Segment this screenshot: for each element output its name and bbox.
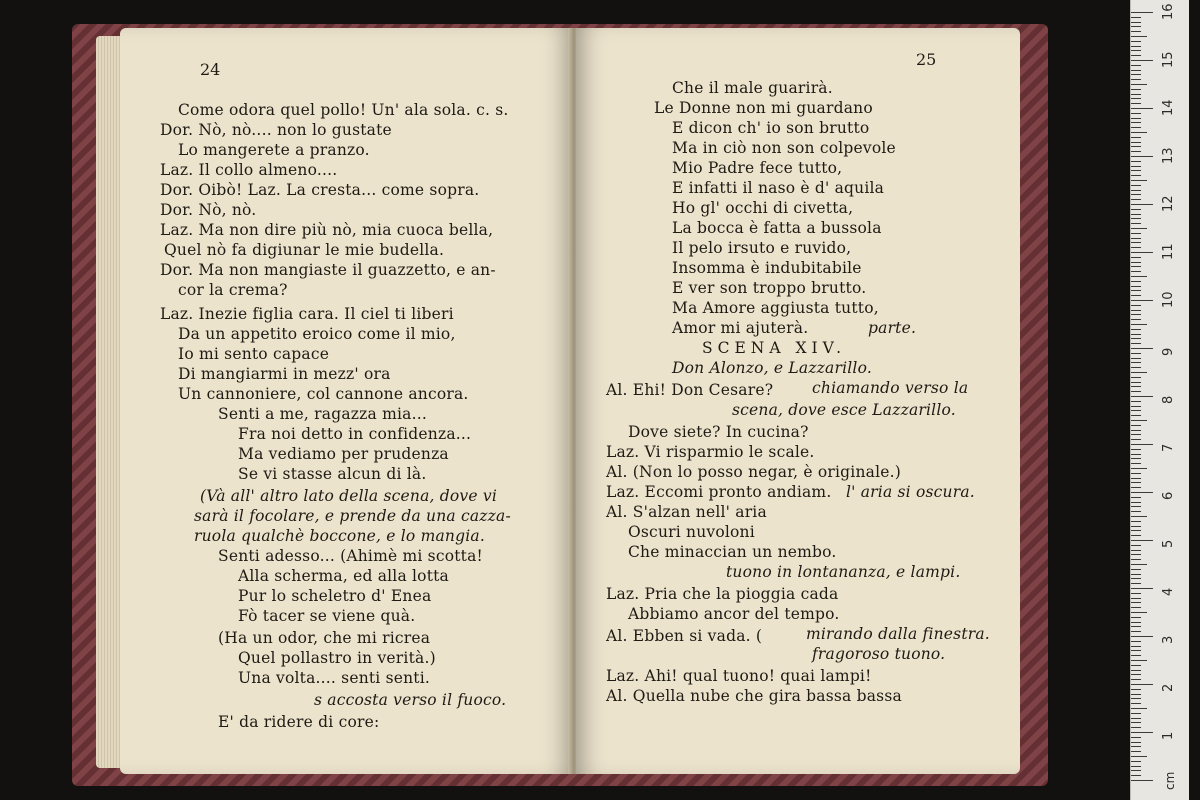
text-line: (Ha un odor, che mi ricrea: [218, 629, 431, 647]
ruler-tick: [1131, 641, 1141, 642]
ruler-tick: [1131, 391, 1141, 392]
text-line: Dor. Nò, nò.... non lo gustate: [160, 121, 392, 139]
ruler-tick: [1131, 415, 1141, 416]
ruler-number: 5: [1161, 539, 1176, 548]
ruler-number: 12: [1161, 195, 1176, 212]
text-line: Laz. Ma non dire più nò, mia cuoca bella,: [160, 221, 494, 239]
ruler-number: 9: [1161, 347, 1176, 356]
ruler-tick: [1131, 540, 1153, 541]
ruler-tick: [1131, 401, 1141, 402]
ruler-tick: [1131, 113, 1141, 114]
ruler-tick: [1131, 194, 1141, 195]
ruler-number: 7: [1161, 443, 1176, 452]
ruler-tick: [1131, 26, 1141, 27]
stage-direction-line: scena, dove esce Lazzarillo.: [732, 401, 956, 419]
ruler-tick: [1131, 598, 1141, 599]
text-line: Laz. Inezie figlia cara. Il ciel ti liberi: [160, 305, 454, 323]
text-line: E ver son troppo brutto.: [672, 279, 867, 297]
ruler-tick: [1131, 722, 1141, 723]
ruler-tick: [1131, 276, 1147, 277]
ruler-tick: [1131, 146, 1141, 147]
right-page: [576, 28, 1020, 774]
stage-direction-line: ruola qualchè boccone, e lo mangia.: [194, 527, 485, 545]
ruler-tick: [1131, 17, 1141, 18]
ruler-number: 11: [1161, 243, 1176, 260]
ruler-tick: [1131, 185, 1141, 186]
ruler-tick: [1131, 353, 1141, 354]
ruler-tick: [1131, 257, 1141, 258]
ruler-tick: [1131, 262, 1141, 263]
ruler-number: 1: [1161, 731, 1176, 740]
ruler-tick: [1131, 751, 1141, 752]
ruler-tick: [1131, 766, 1141, 767]
ruler-tick: [1131, 151, 1141, 152]
text-line: Laz. Vi risparmio le scale.: [606, 443, 815, 461]
ruler-tick: [1131, 358, 1141, 359]
ruler-number: 8: [1161, 395, 1176, 404]
ruler-tick: [1131, 290, 1141, 291]
ruler-tick: [1131, 708, 1147, 709]
text-line: Fò tacer se viene quà.: [238, 607, 416, 625]
ruler-tick: [1131, 482, 1141, 483]
text-line: Senti a me, ragazza mia...: [218, 405, 427, 423]
ruler-tick: [1131, 242, 1141, 243]
ruler-tick: [1131, 382, 1141, 383]
ruler-tick: [1131, 314, 1141, 315]
stage-direction-line: Don Alonzo, e Lazzarillo.: [672, 359, 872, 377]
ruler-tick: [1131, 502, 1141, 503]
ruler-tick: [1131, 463, 1141, 464]
ruler-tick: [1131, 545, 1141, 546]
ruler-tick: [1131, 170, 1141, 171]
stage-direction-line: l' aria si oscura.: [846, 483, 975, 501]
text-line: E' da ridere di core:: [218, 713, 380, 731]
ruler-tick: [1131, 588, 1153, 589]
ruler-tick: [1131, 55, 1141, 56]
ruler-tick: [1131, 156, 1153, 157]
ruler-tick: [1131, 74, 1141, 75]
ruler-tick: [1131, 492, 1153, 493]
ruler-tick: [1131, 46, 1141, 47]
text-line: Laz. Il collo almeno....: [160, 161, 338, 179]
ruler-tick: [1131, 506, 1141, 507]
ruler-tick: [1131, 324, 1147, 325]
ruler-tick: [1131, 127, 1141, 128]
ruler-tick: [1131, 530, 1141, 531]
ruler-tick: [1131, 247, 1141, 248]
text-line: Al. Quella nube che gira bassa bassa: [606, 687, 902, 705]
ruler-tick: [1131, 84, 1147, 85]
ruler-tick: [1131, 559, 1141, 560]
ruler-tick: [1131, 214, 1141, 215]
stage-direction-line: sarà il focolare, e prende da una cazza-: [194, 507, 511, 525]
ruler-tick: [1131, 622, 1141, 623]
ruler-tick: [1131, 732, 1153, 733]
ruler-tick: [1131, 233, 1141, 234]
ruler-tick: [1131, 98, 1141, 99]
text-line: cor la crema?: [178, 281, 288, 299]
stage-direction-line: s accosta verso il fuoco.: [314, 691, 507, 709]
ruler-tick: [1131, 166, 1141, 167]
page-edges: [96, 36, 122, 768]
stage-direction-line: (Và all' altro lato della scena, dove vi: [200, 487, 497, 505]
text-line: Dove siete? In cucina?: [628, 423, 809, 441]
stage-direction-line: parte.: [868, 319, 917, 337]
ruler-tick: [1131, 223, 1141, 224]
ruler-tick: [1131, 564, 1147, 565]
ruler-tick: [1131, 300, 1153, 301]
text-line: Che il male guarirà.: [672, 79, 833, 97]
text-line: Alla scherma, ed alla lotta: [238, 567, 450, 585]
ruler-tick: [1131, 602, 1141, 603]
ruler-tick: [1131, 473, 1141, 474]
text-line: Dor. Oibò! Laz. La cresta... come sopra.: [160, 181, 480, 199]
ruler-tick: [1131, 199, 1141, 200]
text-line: Mio Padre fece tutto,: [672, 159, 843, 177]
left-page: [120, 28, 572, 774]
ruler-tick: [1131, 31, 1141, 32]
ruler-tick: [1131, 626, 1141, 627]
ruler-tick: [1131, 665, 1141, 666]
ruler-tick: [1131, 310, 1141, 311]
ruler-tick: [1131, 655, 1141, 656]
text-line: Da un appetito eroico come il mio,: [178, 325, 456, 343]
ruler-tick: [1131, 487, 1141, 488]
text-line: Il pelo irsuto e ruvido,: [672, 239, 852, 257]
text-line: Lo mangerete a pranzo.: [178, 141, 370, 159]
ruler-tick: [1131, 516, 1147, 517]
ruler-number: 10: [1161, 291, 1176, 308]
ruler-tick: [1131, 650, 1141, 651]
text-line: Insomma è indubitabile: [672, 259, 862, 277]
ruler-tick: [1131, 218, 1141, 219]
text-line: Laz. Ahi! qual tuono! quai lampi!: [606, 667, 872, 685]
text-line: E dicon ch' io son brutto: [672, 119, 870, 137]
ruler-tick: [1131, 137, 1141, 138]
text-line: Di mangiarmi in mezz' ora: [178, 365, 391, 383]
left-page-number: 24: [200, 60, 221, 79]
ruler-tick: [1131, 511, 1141, 512]
ruler-tick: [1131, 521, 1141, 522]
ruler-tick: [1131, 593, 1141, 594]
ruler-tick: [1131, 497, 1141, 498]
ruler-tick: [1131, 122, 1141, 123]
text-line: Ho gl' occhi di civetta,: [672, 199, 854, 217]
ruler-tick: [1131, 569, 1141, 570]
ruler-tick: [1131, 305, 1141, 306]
ruler-tick: [1131, 175, 1141, 176]
ruler-tick: [1131, 780, 1153, 781]
ruler-tick: [1131, 535, 1141, 536]
ruler-unit: cm: [1163, 771, 1177, 790]
ruler-tick: [1131, 578, 1141, 579]
ruler-tick: [1131, 190, 1141, 191]
ruler-tick: [1131, 142, 1141, 143]
ruler-tick: [1131, 550, 1141, 551]
stage-direction-line: mirando dalla finestra.: [806, 625, 990, 643]
ruler-tick: [1131, 132, 1147, 133]
measuring-ruler: [1130, 0, 1189, 800]
ruler-tick: [1131, 612, 1147, 613]
ruler-tick: [1131, 108, 1153, 109]
ruler-tick: [1131, 372, 1147, 373]
ruler-tick: [1131, 343, 1141, 344]
ruler-tick: [1131, 454, 1141, 455]
text-line: Oscuri nuvoloni: [628, 523, 755, 541]
ruler-tick: [1131, 329, 1141, 330]
ruler-tick: [1131, 286, 1141, 287]
ruler-tick: [1131, 295, 1141, 296]
ruler-tick: [1131, 338, 1141, 339]
text-line: Laz. Eccomi pronto andiam.: [606, 483, 832, 501]
ruler-number: 2: [1161, 683, 1176, 692]
ruler-tick: [1131, 674, 1141, 675]
ruler-tick: [1131, 468, 1147, 469]
text-line: Abbiamo ancor del tempo.: [628, 605, 840, 623]
text-line: Come odora quel pollo! Un' ala sola. c. s.: [178, 101, 509, 119]
ruler-tick: [1131, 420, 1147, 421]
ruler-tick: [1131, 727, 1141, 728]
ruler-tick: [1131, 761, 1141, 762]
ruler-tick: [1131, 60, 1153, 61]
stage-direction-line: chiamando verso la: [812, 379, 969, 397]
ruler-tick: [1131, 703, 1141, 704]
ruler-tick: [1131, 22, 1141, 23]
ruler-tick: [1131, 396, 1153, 397]
ruler-tick: [1131, 444, 1153, 445]
ruler-tick: [1131, 410, 1141, 411]
ruler-tick: [1131, 103, 1141, 104]
ruler-tick: [1131, 266, 1141, 267]
ruler-number: 16: [1161, 3, 1176, 20]
ruler-tick: [1131, 204, 1153, 205]
ruler-tick: [1131, 583, 1141, 584]
ruler-tick: [1131, 70, 1141, 71]
ruler-tick: [1131, 430, 1141, 431]
ruler-number: 14: [1161, 99, 1176, 116]
ruler-tick: [1131, 79, 1141, 80]
ruler-number: 6: [1161, 491, 1176, 500]
ruler-tick: [1131, 238, 1141, 239]
ruler-tick: [1131, 679, 1141, 680]
ruler-tick: [1131, 770, 1141, 771]
ruler-number: 15: [1161, 51, 1176, 68]
ruler-tick: [1131, 718, 1141, 719]
ruler-tick: [1131, 449, 1141, 450]
text-line: Ma vediamo per prudenza: [238, 445, 449, 463]
ruler-tick: [1131, 367, 1141, 368]
ruler-tick: [1131, 574, 1141, 575]
ruler-tick: [1131, 406, 1141, 407]
text-line: Dor. Ma non mangiaste il guazzetto, e an-: [160, 261, 496, 279]
text-line: Al. (Non lo posso negar, è originale.): [606, 463, 901, 481]
ruler-tick: [1131, 756, 1147, 757]
text-line: La bocca è fatta a bussola: [672, 219, 882, 237]
ruler-tick: [1131, 713, 1141, 714]
ruler-tick: [1131, 271, 1141, 272]
ruler-tick: [1131, 41, 1141, 42]
ruler-tick: [1131, 65, 1141, 66]
ruler-tick: [1131, 36, 1147, 37]
text-line: SCENA XIV.: [702, 339, 847, 357]
text-line: Quel pollastro in verità.): [238, 649, 436, 667]
text-line: Le Donne non mi guardano: [654, 99, 873, 117]
text-line: Al. S'alzan nell' aria: [606, 503, 767, 521]
text-line: Un cannoniere, col cannone ancora.: [178, 385, 469, 403]
text-line: Quel nò fa digiunar le mie budella.: [164, 241, 445, 259]
text-line: Amor mi ajuterà.: [672, 319, 809, 337]
ruler-tick: [1131, 434, 1141, 435]
ruler-tick: [1131, 252, 1153, 253]
ruler-tick: [1131, 689, 1141, 690]
ruler-tick: [1131, 209, 1141, 210]
ruler-number: 3: [1161, 635, 1176, 644]
ruler-tick: [1131, 607, 1141, 608]
stage-direction-line: fragoroso tuono.: [812, 645, 946, 663]
text-line: Al. Ehi! Don Cesare?: [606, 381, 774, 399]
ruler-tick: [1131, 775, 1141, 776]
ruler-tick: [1131, 660, 1147, 661]
ruler-tick: [1131, 742, 1141, 743]
ruler-tick: [1131, 319, 1141, 320]
ruler-tick: [1131, 746, 1141, 747]
ruler-tick: [1131, 478, 1141, 479]
ruler-tick: [1131, 377, 1141, 378]
ruler-tick: [1131, 94, 1141, 95]
text-line: Ma Amore aggiusta tutto,: [672, 299, 879, 317]
text-line: Una volta.... senti senti.: [238, 669, 431, 687]
ruler-tick: [1131, 617, 1141, 618]
text-line: Al. Ebben si vada. (: [606, 627, 763, 645]
ruler-tick: [1131, 386, 1141, 387]
right-page-number: 25: [916, 50, 937, 69]
text-line: Dor. Nò, nò.: [160, 201, 257, 219]
ruler-tick: [1131, 684, 1153, 685]
ruler-tick: [1131, 458, 1141, 459]
stage-direction-line: tuono in lontananza, e lampi.: [726, 563, 961, 581]
text-line: Ma in ciò non son colpevole: [672, 139, 896, 157]
ruler-tick: [1131, 425, 1141, 426]
text-line: Se vi stasse alcun di là.: [238, 465, 427, 483]
text-line: Che minaccian un nembo.: [628, 543, 837, 561]
ruler-tick: [1131, 646, 1141, 647]
ruler-tick: [1131, 526, 1141, 527]
ruler-number: 4: [1161, 587, 1176, 596]
ruler-tick: [1131, 636, 1153, 637]
ruler-tick: [1131, 670, 1141, 671]
text-line: E infatti il naso è d' aquila: [672, 179, 885, 197]
ruler-tick: [1131, 228, 1147, 229]
ruler-tick: [1131, 694, 1141, 695]
ruler-tick: [1131, 118, 1141, 119]
ruler-tick: [1131, 439, 1141, 440]
text-line: Senti adesso... (Ahimè mi scotta!: [218, 547, 483, 565]
text-line: Laz. Pria che la pioggia cada: [606, 585, 839, 603]
ruler-tick: [1131, 334, 1141, 335]
ruler-tick: [1131, 631, 1141, 632]
ruler-number: 13: [1161, 147, 1176, 164]
ruler-tick: [1131, 348, 1153, 349]
text-line: Fra noi detto in confidenza...: [238, 425, 472, 443]
text-line: Pur lo scheletro d' Enea: [238, 587, 432, 605]
ruler-tick: [1131, 554, 1141, 555]
ruler-tick: [1131, 89, 1141, 90]
text-line: Io mi sento capace: [178, 345, 330, 363]
ruler-tick: [1131, 281, 1141, 282]
ruler-tick: [1131, 50, 1141, 51]
ruler-tick: [1131, 737, 1141, 738]
ruler-tick: [1131, 362, 1141, 363]
ruler-tick: [1131, 180, 1147, 181]
ruler-tick: [1131, 161, 1141, 162]
ruler-tick: [1131, 12, 1153, 13]
ruler-tick: [1131, 698, 1141, 699]
